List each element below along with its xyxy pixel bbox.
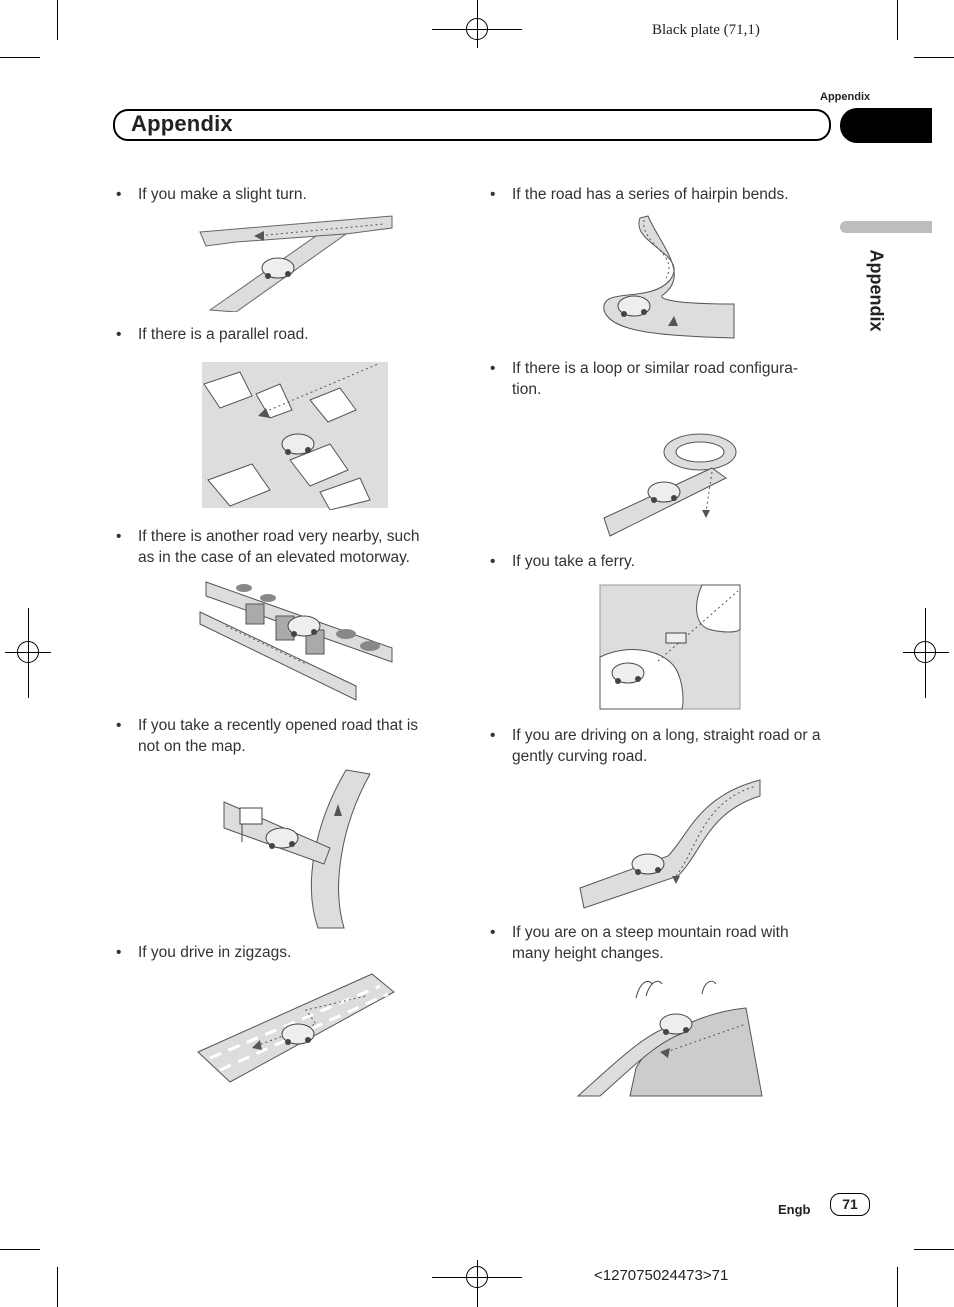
list-item: • If you are driving on a long, straight road or a gently curving road.: [490, 727, 821, 765]
crop-mark: [57, 1267, 58, 1307]
running-head: Appendix: [820, 91, 871, 103]
zigzag-illustration: [196, 972, 396, 1084]
mountain-road-illustration: [576, 972, 766, 1098]
section-tab-grey: [840, 221, 932, 233]
crop-mark: [914, 57, 954, 58]
list-item: • If the road has a series of hairpin bends.: [490, 186, 789, 203]
list-item: • If there is a parallel road.: [116, 326, 309, 343]
crop-mark: [0, 1249, 40, 1250]
side-tab-label: Appendix: [866, 249, 887, 332]
parallel-road-illustration: [200, 360, 390, 510]
crop-mark: [0, 57, 40, 58]
list-item: • If you take a recently opened road that is not on the map.: [116, 717, 419, 755]
list-item: • If you drive in zigzags.: [116, 944, 292, 961]
crop-mark: [914, 1249, 954, 1250]
plate-label: Black plate (71,1): [652, 22, 760, 38]
page-title: Appendix: [131, 111, 233, 136]
crop-mark: [57, 0, 58, 40]
list-item: • If you are on a steep mountain road with many height changes.: [490, 924, 789, 962]
new-road-illustration: [220, 768, 374, 930]
hairpin-bends-illustration: [600, 214, 740, 346]
long-road-illustration: [578, 776, 762, 910]
elevated-motorway-illustration: [196, 578, 396, 702]
crop-mark: [897, 0, 898, 40]
list-item: • If there is another road very nearby, such as in the case of an elevated motorway.: [116, 528, 420, 566]
list-item: • If you take a ferry.: [490, 553, 635, 570]
list-item: • If there is a loop or similar road configura- tion.: [490, 360, 799, 398]
crop-mark: [897, 1267, 898, 1307]
section-tab: [840, 108, 932, 143]
language-code: Engb: [778, 1202, 811, 1217]
ferry-illustration: [598, 583, 742, 711]
list-item: • If you make a slight turn.: [116, 186, 307, 203]
document-code: <127075024473>71: [594, 1267, 729, 1284]
loop-road-illustration: [600, 408, 744, 540]
slight-turn-illustration: [196, 214, 396, 312]
page-number: 71: [830, 1193, 870, 1216]
